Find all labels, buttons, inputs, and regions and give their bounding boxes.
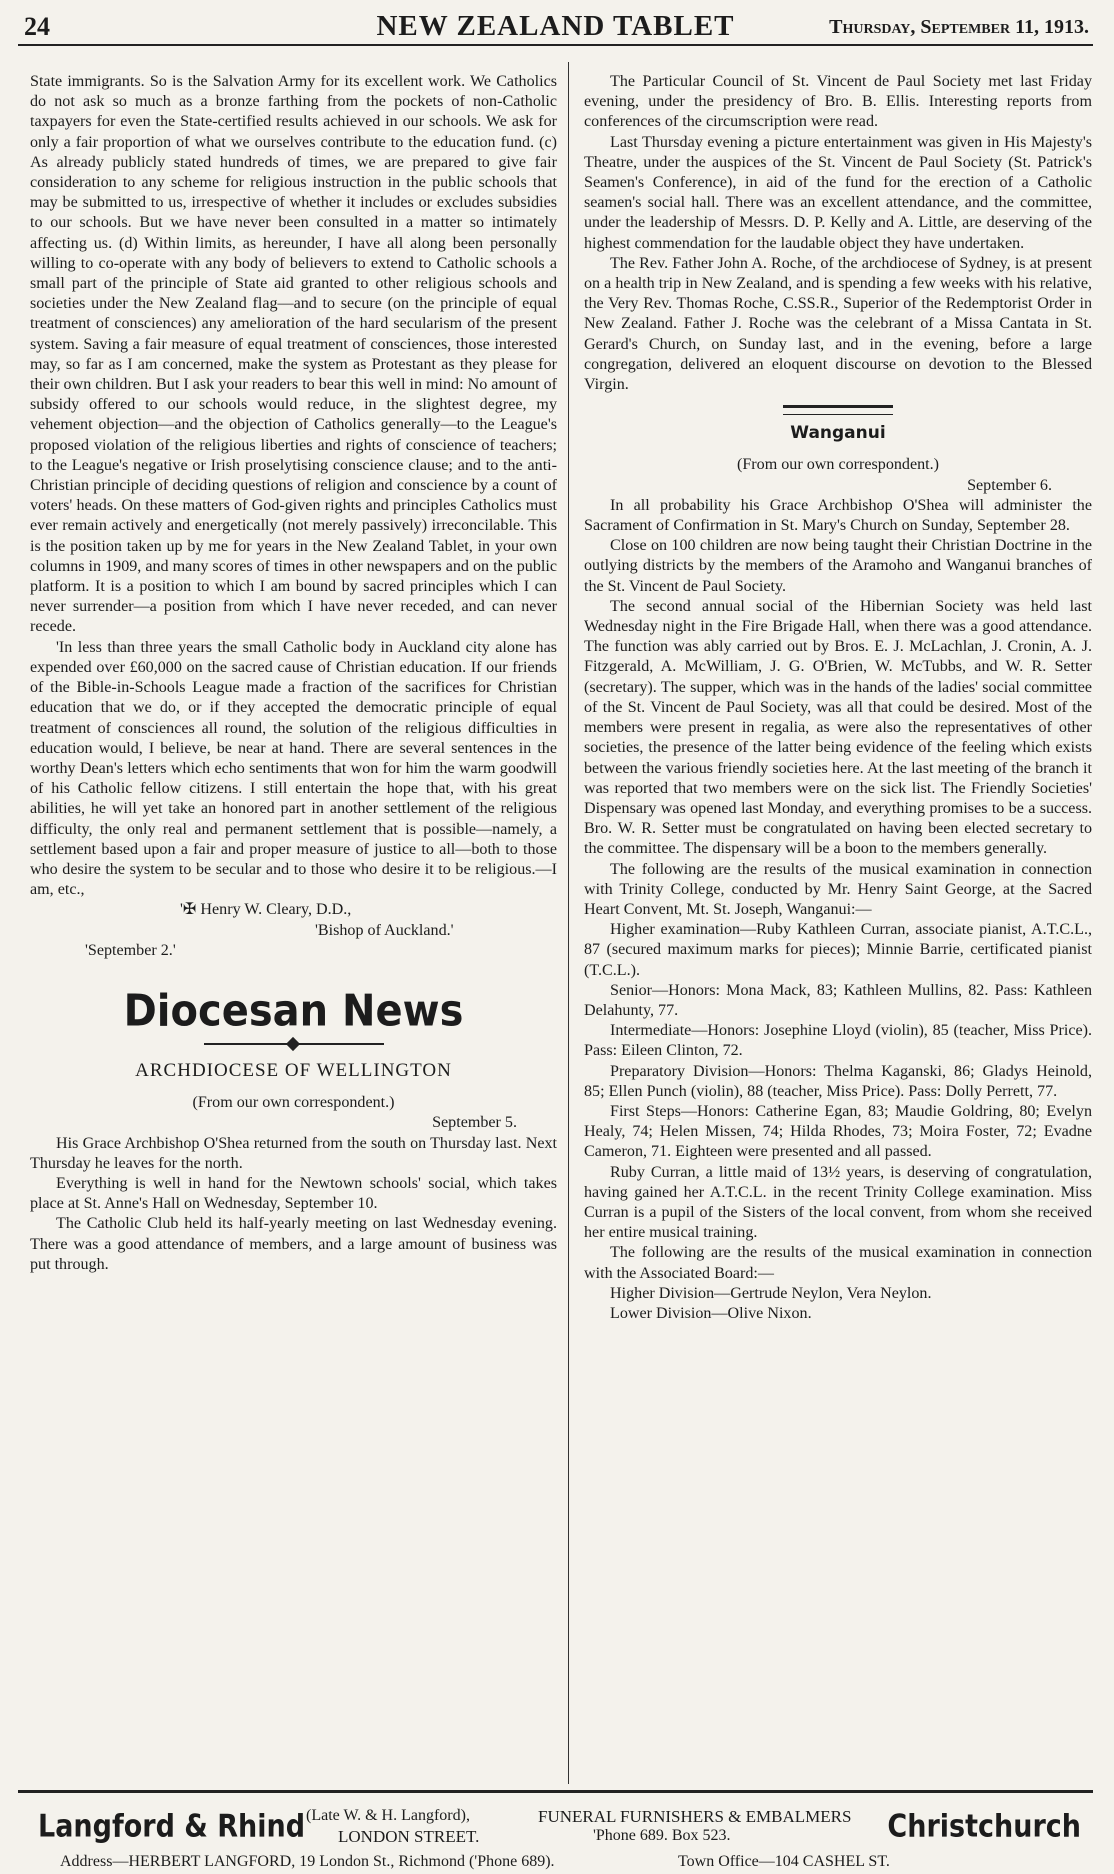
- article-paragraph: 'In less than three years the small Catholic body in Auckland city alone has expended over £60,000 on the sacred cause of Christian education. If our friends of the Bible-in-Schools League made a fraction of the sacrifices for Christian education that we do, or if they accepted the democratic principle of equal treatment of consciences all round, the solution of the religious difficulties in education would, I believe, be near at hand. There are several sentences in the worthy Dean's letters which echo sentiments that won for him the warm goodwill of his Catholic fellow citizens. I still entertain the hope that, with his great abilities, he will yet take an honored part in another settlement of the religious difficulty, the only real and permanent settlement that is possible—namely, a settlement based upon a fair and proper measure of justice to all—both to those who desire the system to be secular and to those who desire it to be religious.—I am, etc.,: [30, 638, 557, 899]
- exam-result: Higher examination—Ruby Kathleen Curran, associate pianist, A.T.C.L., 87 (secured maximum marks for pieces); Minnie Barrie, certificated pianist (T.C.L.).: [584, 921, 1092, 979]
- news-paragraph: The Particular Council of St. Vincent de Paul Society met last Friday evening, under the presidency of Bro. B. Ellis. Interesting reports from conferences of the circumscription were read.: [584, 73, 1092, 131]
- section-heading-wanganui: Wanganui: [790, 423, 886, 444]
- exam-result: Preparatory Division—Honors: Thelma Kaganski, 86; Gladys Heinold, 85; Ellen Punch (violin), 88 (teacher, Miss Price). Pass: Dolly Perrett, 77.: [584, 1062, 1092, 1100]
- news-paragraph: The following are the results of the musical examination in connection with Trinity College, conducted by Mr. Henry Saint George, at the Sacred Heart Convent, Mt. St. Joseph, Wanganui:—: [584, 860, 1092, 918]
- section-banner: Diocesan News: [123, 985, 464, 1037]
- page-number: 24: [24, 12, 50, 41]
- correspondent-line: (From our own correspondent.): [736, 456, 940, 474]
- firm-service: FUNERAL FURNISHERS & EMBALMERS: [538, 1807, 852, 1826]
- dateline: September 5.: [432, 1114, 517, 1132]
- column-divider: [568, 62, 569, 1784]
- signature-title: 'Bishop of Auckland.': [315, 921, 454, 939]
- firm-name: Langford & Rhind: [38, 1808, 306, 1845]
- exam-result: First Steps—Honors: Catherine Egan, 83; Maudie Goldring, 80; Evelyn Healy, 74; Helen Missen, 74; Hilda Rhodes, 73; Moira Foster, 72; Evadne Cameron, 71. Eighteen were presented and all passed.: [584, 1102, 1092, 1161]
- left-column: [30, 72, 557, 1275]
- correspondent-line: (From our own correspondent.): [192, 1094, 395, 1112]
- news-paragraph: His Grace Archbishop O'Shea returned from the south on Thursday last. Next Thursday he leaves for the north.: [30, 1134, 557, 1172]
- right-column: [584, 72, 1092, 1324]
- signature-name: '✠ Henry W. Cleary, D.D.,: [180, 901, 352, 919]
- news-paragraph: The Rev. Father John A. Roche, of the archdiocese of Sydney, is at present on a health trip in New Zealand, and is spending a few weeks with his relative, the Very Rev. Thomas Roche, C.SS.R., Superior of the Redemptorist Order in New Zealand. Father J. Roche was the celebrant of a Missa Cantata in St. Gerard's Church, on Sunday last, and in the evening, before a large congregation, delivered an eloquent discourse on devotion to the Blessed Virgin.: [584, 254, 1092, 394]
- dateline: September 6.: [967, 476, 1052, 494]
- firm-late: (Late W. & H. Langford),: [306, 1807, 470, 1824]
- page-header: [18, 8, 1093, 46]
- firm-address: Address—HERBERT LANGFORD, 19 London St., Richmond ('Phone 689).: [60, 1853, 555, 1870]
- news-paragraph: Ruby Curran, a little maid of 13½ years, is deserving of congratulation, having gained her A.T.C.L. in the recent Trinity College examination. Miss Curran is a pupil of the Sisters of the local convent, from whom she received her entire musical training.: [584, 1163, 1092, 1242]
- firm-town-office: Town Office—104 CASHEL ST.: [678, 1853, 890, 1870]
- news-paragraph: In all probability his Grace Archbishop O'Shea will administer the Sacrament of Confirmation in St. Mary's Church on Sunday, September 28.: [584, 496, 1092, 535]
- news-paragraph: Everything is well in hand for the Newtown schools' social, which takes place at St. Anne's Hall on Wednesday, September 10.: [30, 1174, 557, 1213]
- firm-street: LONDON STREET.: [338, 1827, 480, 1846]
- article-paragraph: State immigrants. So is the Salvation Army for its excellent work. We Catholics do not ask so much as a bronze farthing from the pockets of non-Catholic taxpayers for even the State-certified results achieved in our schools. We ask for only a fair proportion of what we ourselves contribute to the education fund. (c) As already publicly stated hundreds of times, we are prepared to give fair consideration to any scheme for religious instruction in the public schools that may be submitted to us, irrespective of whether it includes or excludes subsidies to our schools. But we have never been consulted in a matter so intimately affecting us. (d) Within limits, as hereunder, I have all along been personally willing to co-operate with any body of believers to extend to Catholic schools a small part of the principle of State aid granted to other religious schools and societies under the New Zealand flag—and to secure (on the principle of equal treatment of consciences) any amelioration of the hard secularism of the present system. Saving a fair measure of equal treatment of consciences, those interested may, so far as I am concerned, make the system as Protestant as they please for their own children. But I ask your readers to bear this well in mind: No amount of subsidy offered to our schools would reduce, in the slightest degree, my vehement objection—and the objection of Catholics generally—to the League's proposed violation of the religious liberties and rights of conscience of teachers; to the League's negative or Irish proselytising conscience clause; and to the anti-Christian principle of deciding questions of religion and conscience by a count of voters' heads. On these matters of God-given rights and principles Catholics must ever remain actively and energetically (not merely passively) irreconcilable. This is the position taken up by me for years in the New Zealand Tablet, in your own columns in 1909, and many scores of times in other newspapers and on the public platform. It is a position to which I am bound by sacred principles which I can never surrender—a position from which I have never receded, and can never recede.: [30, 73, 557, 636]
- exam-result: Higher Division—Gertrude Neylon, Vera Neylon.: [610, 1284, 932, 1302]
- masthead: NEW ZEALAND TABLET: [376, 10, 735, 42]
- exam-result: Lower Division—Olive Nixon.: [610, 1304, 812, 1322]
- signature-date: 'September 2.': [85, 941, 176, 959]
- advertisement-footer: [18, 1790, 1093, 1873]
- firm-phone: 'Phone 689. Box 523.: [593, 1827, 731, 1844]
- news-paragraph: The Catholic Club held its half-yearly meeting on last Wednesday evening. There was a good attendance of members, and a large amount of business was put through.: [30, 1215, 557, 1273]
- firm-city: Christchurch: [887, 1808, 1081, 1845]
- exam-result: Senior—Honors: Mona Mack, 83; Kathleen Mullins, 82. Pass: Kathleen Delahunty, 77.: [584, 981, 1092, 1019]
- news-paragraph: The following are the results of the musical examination in connection with the Associated Board:—: [584, 1244, 1092, 1282]
- news-paragraph: Last Thursday evening a picture entertainment was given in His Majesty's Theatre, under the auspices of the St. Vincent de Paul Society (St. Patrick's Seamen's Conference), in aid of the fund for the erection of a Catholic seamen's social hall. There was an excellent attendance, and the committee, under the leadership of Messrs. D. P. Kelly and A. Little, are deserving of the highest commendation for the laudable object they have undertaken.: [584, 133, 1092, 252]
- section-subheading: ARCHDIOCESE OF WELLINGTON: [135, 1059, 452, 1081]
- news-paragraph: Close on 100 children are now being taught their Christian Doctrine in the outlying districts by the members of the Aramoho and Wanganui branches of the St. Vincent de Paul Society.: [584, 537, 1092, 595]
- section-rule: [783, 405, 893, 415]
- news-paragraph: The second annual social of the Hibernian Society was held last Wednesday night in the Fire Brigade Hall, when there was a good attendance. The function was ably carried out by Bros. E. J. McLachlan, J. Cronin, A. J. Fitzgerald, A. McWilliam, J. G. O'Brien, W. McTubbs, and W. R. Setter (secretary). The supper, which was in the hands of the ladies' social committee of the St. Vincent de Paul Society, was all that could be desired. Most of the members were present in regalia, as were also the representatives of other societies, the presence of the latter being evidence of the feeling which exists between the various friendly societies here. At the last meeting of the branch it was reported that two members were on the sick list. The Friendly Societies' Dispensary was opened last Monday, and everything promises to be a success. Bro. W. R. Setter must be congratulated on having been elected secretary to the committee. The dispensary will be a boon to the members generally.: [584, 597, 1092, 858]
- exam-result: Intermediate—Honors: Josephine Lloyd (violin), 85 (teacher, Miss Price). Pass: Eileen Clinton, 72.: [584, 1022, 1092, 1060]
- ornament-divider: [204, 1039, 384, 1049]
- issue-date: Thursday, September 11, 1913.: [829, 16, 1089, 38]
